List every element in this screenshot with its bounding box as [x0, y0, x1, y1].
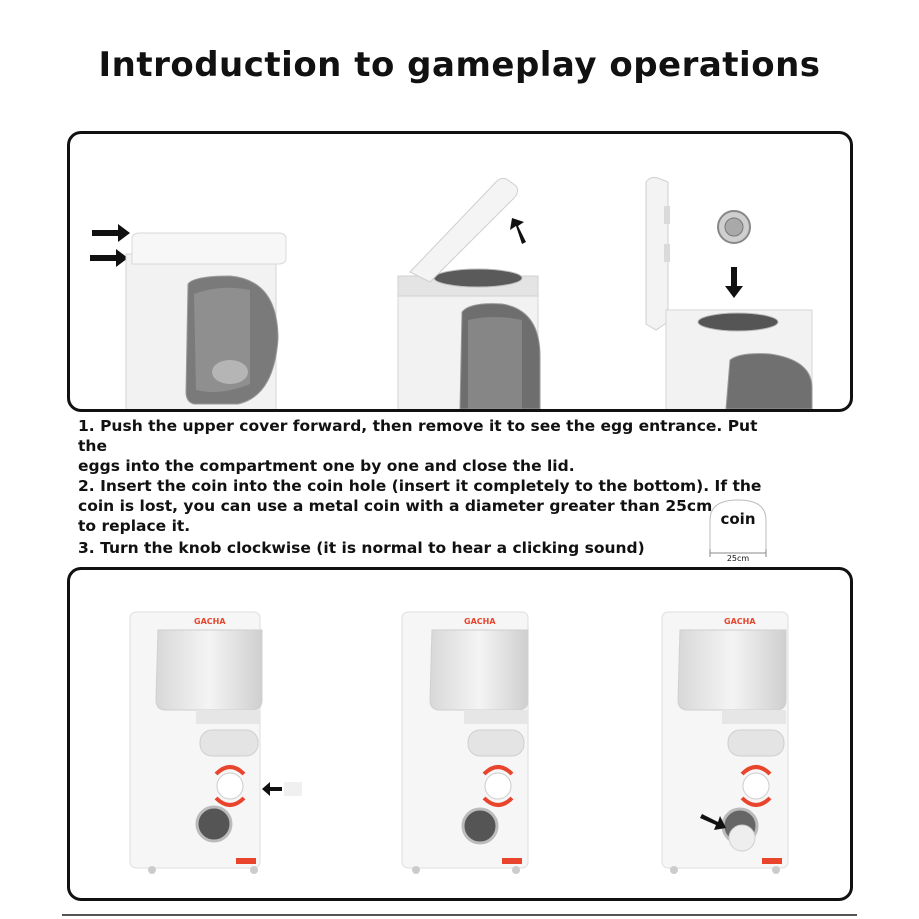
instruction-step-2: 2. Insert the coin into the coin hole (insert it completely to the bottom). If the [78, 477, 762, 495]
capsule-window [463, 809, 497, 843]
scene-push-cover [90, 224, 286, 409]
coin-label: coin [720, 510, 756, 528]
up-arrow-icon [510, 218, 526, 244]
coin-size-diagram [708, 498, 768, 566]
instruction-step-2-cont: to replace it. [78, 517, 191, 535]
capsule-window [197, 807, 231, 841]
coin-arrow-icon [262, 782, 282, 796]
machine-collect-capsule [662, 612, 788, 874]
machine-insert-coin [130, 612, 302, 874]
top-illustration-panel [67, 131, 853, 412]
knob-icon [485, 773, 511, 799]
scene-insert-coin [646, 178, 812, 410]
machine-brand-label: GACHA [194, 617, 226, 626]
knob-icon [217, 773, 243, 799]
machine-dome [156, 630, 262, 710]
instruction-step-1: 1. Push the upper cover forward, then remove it to see the egg entrance. Put the [78, 417, 758, 455]
egg-entrance [434, 269, 522, 287]
bottom-divider [62, 914, 857, 916]
capsule-icon [729, 825, 755, 851]
machine-turn-knob [402, 612, 528, 874]
machine-lid [132, 233, 286, 264]
page-title: Introduction to gameplay operations [98, 45, 821, 85]
instruction-step-1-cont: eggs into the compartment one by one and close the lid. [78, 457, 575, 475]
opened-lid [410, 178, 518, 282]
bottom-illustration-panel [67, 567, 853, 901]
push-arrow-icon [92, 224, 130, 242]
machine-dome [430, 630, 528, 710]
scene-open-lid [398, 178, 540, 409]
push-arrow-icon [90, 249, 128, 267]
machine-dome [678, 630, 786, 710]
instruction-step-3: 3. Turn the knob clockwise (it is normal to hear a clicking sound) [78, 539, 645, 557]
knob-icon [743, 773, 769, 799]
machine-brand-label: GACHA [724, 617, 756, 626]
machine-brand-label: GACHA [464, 617, 496, 626]
egg-outlet [468, 730, 524, 756]
egg-outlet [200, 730, 258, 756]
coin-slot-opening [698, 313, 778, 331]
egg-outlet [728, 730, 784, 756]
down-arrow-icon [725, 267, 743, 298]
instructions [78, 416, 778, 558]
instruction-step-2-cont: coin is lost, you can use a metal coin with a diameter greater than 25cm [78, 497, 713, 515]
coin-diameter-label: 25cm [726, 554, 750, 563]
